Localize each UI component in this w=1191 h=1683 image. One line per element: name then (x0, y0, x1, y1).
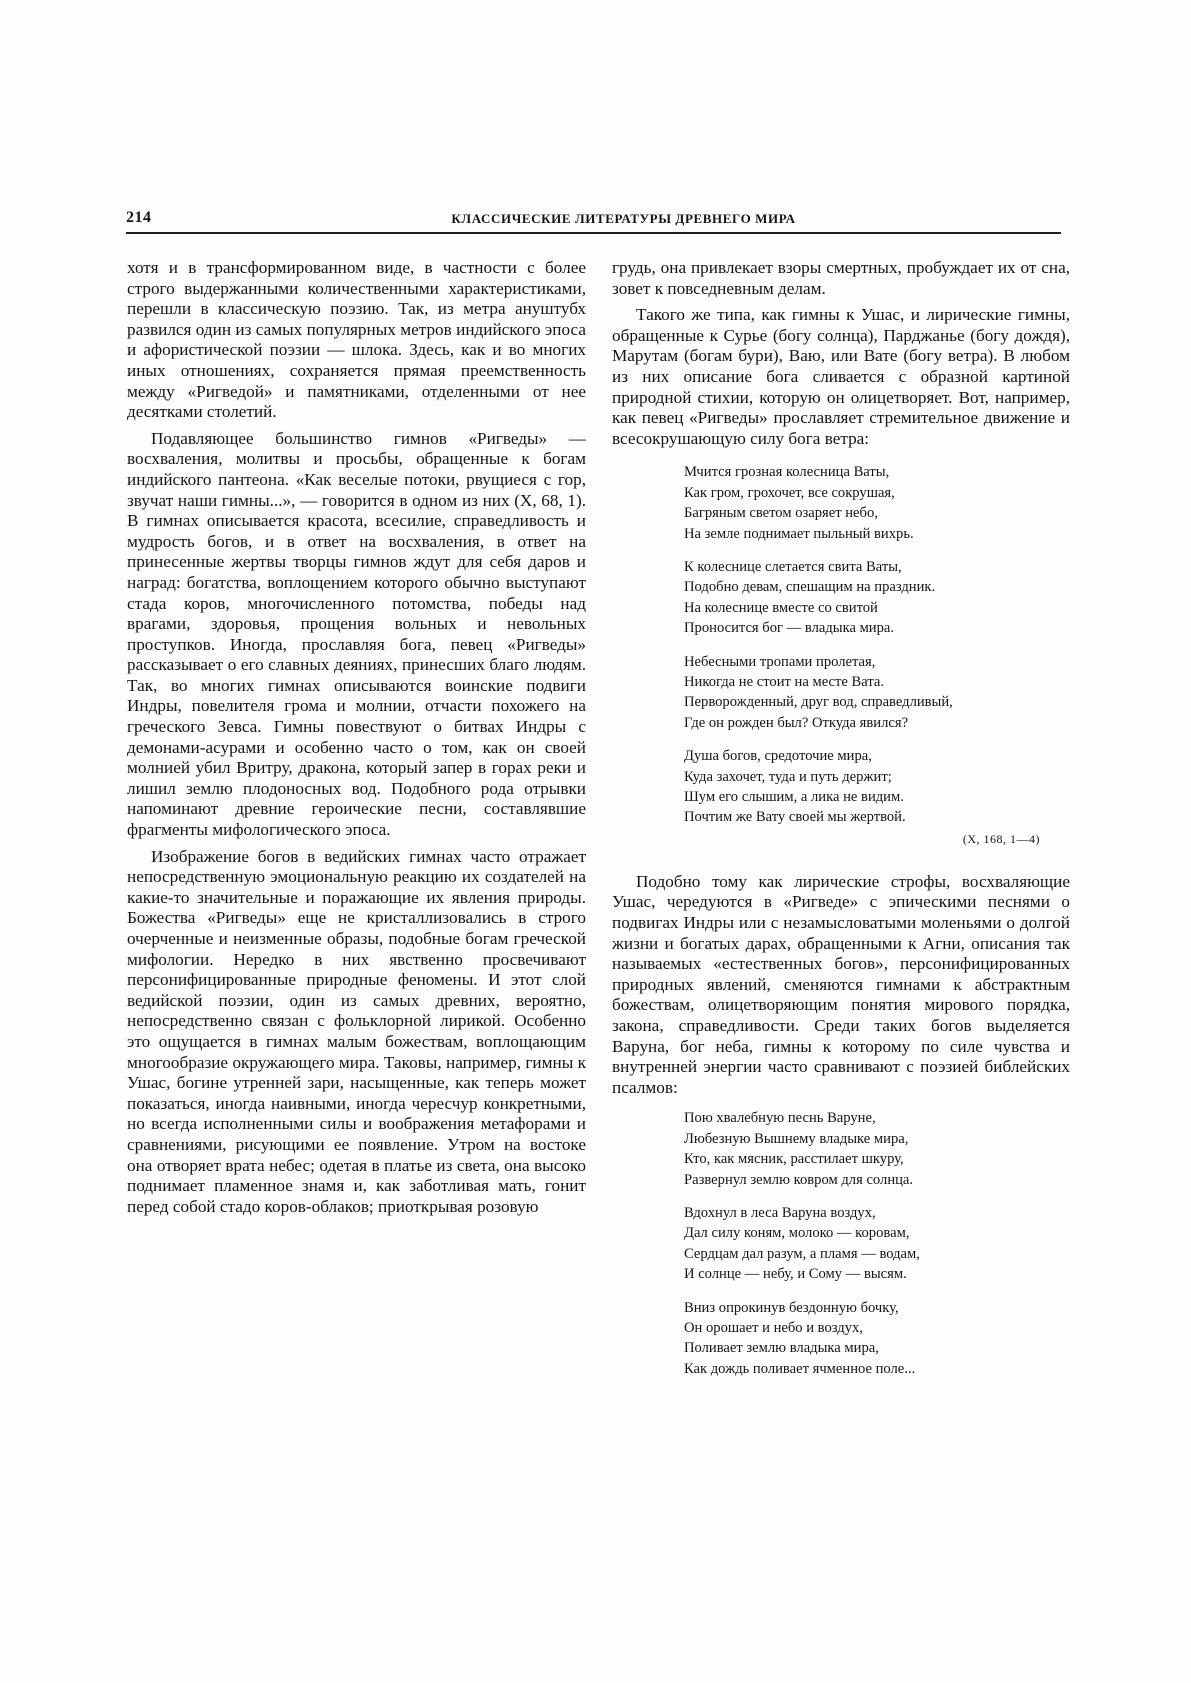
paragraph: Такого же типа, как гимны к Ушас, и лирические гимны, обращенные к Сурье (богу солнца), Парджанье (богу дождя), Марутам (богам бури), Ваю, или Вате (богу ветра). В любом из них описание бога сливается с образной картиной природной стихии, которую он олицетворяет. Вот, например, как певец «Ригведы» прославляет стремительное движение и всесокрушающую силу бога ветра: (612, 305, 1070, 448)
page-number: 214 (126, 209, 152, 226)
verse-line: Куда захочет, туда и путь держит; (684, 768, 892, 785)
stanza (684, 652, 1070, 734)
verse-line: Вниз опрокинув бездонную бочку, (684, 1299, 899, 1316)
verse-line: К колеснице слетается свита Ваты, (684, 558, 902, 575)
verse-line: На колеснице вместе со свитой (684, 599, 878, 616)
paragraph: Изображение богов в ведийских гимнах часто отражает непосредственную эмоциональную реакцию их создателей на какие-то значительные и поражающие их явления природы. Божества «Ригведы» еще не кристаллизовались в строго очерченные и неизменные образы, подобные богам греческой мифологии. Нередко в них явственно просвечивают персонифицированные природные феномены. И этот слой ведийской поэзии, один из самых древних, вероятно, непосредственно связан с фольклорной лирикой. Особенно это ощущается в гимнах малым божествам, воплощающим многообразие окружающего мира. Таковы, например, гимны к Ушас, богине утренней зари, насыщенные, как теперь может показаться, иногда наивными, иногда чересчур конкретными, но всегда исполненными силы и воображения метафорами и сравнениями, рисующими ее появление. Утром на востоке она отворяет врата небес; одетая в платье из света, она высоко поднимает пламенное знамя и, как заботливая мать, гонит перед собой стадо коров-облаков; приоткрывая розовую (127, 846, 586, 1216)
header-rule (126, 232, 1061, 234)
verse-line: Мчится грозная колесница Ваты, (684, 464, 890, 481)
verse-line: На земле поднимает пыльный вихрь. (684, 525, 914, 542)
verse-line: Развернул землю ковром для солнца. (684, 1171, 914, 1188)
running-header (126, 209, 1061, 231)
paragraph: Подобно тому как лирические строфы, восхваляющие Ушас, чередуются в «Ригведе» с эпическими песнями о подвигах Индры или с незамысловатыми моленьями о долгой жизни и богатых дарах, обращенными к Агни, описания так называемых «естественных богов», персонифицированных природных явлений, сменяются гимнами к абстрактным божествам, олицетворяющим понятия мирового порядка, закона, справедливости. Среди таких богов выделяется Варуна, бог неба, гимны к которому по силе чувства и внутренней энергии часто сравнивают с поэзией библейских псалмов: (612, 871, 1070, 1097)
stanza (684, 1298, 1070, 1380)
verse-line: Перворожденный, друг вод, справедливый, (684, 694, 953, 711)
verse-line: Никогда не стоит на месте Вата. (684, 674, 885, 690)
verse-line: Почтим же Вату своей мы жертвой. (684, 809, 906, 826)
stanza (684, 1108, 1070, 1190)
verse-line: Шум его слышим, а лика не видим. (684, 789, 904, 806)
verse-line: Вдохнул в леса Варуна воздух, (684, 1205, 876, 1221)
verse-line: Подобно девам, спешащим на праздник. (684, 579, 936, 596)
stanza (684, 557, 1070, 639)
verse-line: Сердцам дал разум, а пламя — водам, (684, 1245, 920, 1262)
verse-line: Как гром, грохочет, все сокрушая, (684, 484, 895, 501)
verse-line: Он орошает и небо и воздух, (684, 1320, 863, 1337)
verse-line: Проносится бог — владыка мира. (684, 620, 895, 637)
stanza (684, 746, 1070, 828)
verse-line: Где он рожден был? Откуда явился? (684, 714, 909, 731)
verse-line: Кто, как мясник, расстилает шкуру, (684, 1151, 904, 1168)
paragraph: грудь, она привлекает взоры смертных, пробуждает их от сна, зовет к повседневным делам. (612, 258, 1070, 298)
verse-line: Пою хвалебную песнь Варуне, (684, 1110, 876, 1127)
stanza (684, 462, 1070, 544)
verse-line: Небесными тропами пролетая, (684, 653, 876, 670)
left-column (127, 258, 586, 1217)
paragraph: хотя и в трансформированном виде, в частности с более строго выдержанными количественными характеристиками, перешли в классическую поэзию. Так, из метра ануштубх развился один из самых популярных метров индийского эпоса и афористической поэзии — шлока. Здесь, как и во многих иных отношениях, сохраняется прямая преемственность между «Ригведой» и памятниками, отделенными от нее десятками столетий. (127, 258, 586, 422)
verse-line: Душа богов, средоточие мира, (684, 748, 872, 765)
running-title: КЛАССИЧЕСКИЕ ЛИТЕРАТУРЫ ДРЕВНЕГО МИРА (451, 211, 796, 226)
stanza (684, 1203, 1070, 1285)
citation: (X, 168, 1—4) (962, 831, 1040, 846)
poem-varuna (612, 1108, 1070, 1379)
verse-line: Любезную Вышнему владыке мира, (684, 1130, 909, 1147)
verse-line: Как дождь поливает ячменное поле... (684, 1360, 916, 1377)
verse-line: И солнце — небу, и Сому — высям. (684, 1266, 907, 1283)
verse-line: Поливает землю владыка мира, (684, 1340, 879, 1357)
verse-line: Багряным светом озаряет небо, (684, 505, 878, 522)
poem-vata (612, 462, 1070, 846)
verse-line: Дал силу коням, молоко — коровам, (684, 1225, 910, 1242)
right-column (612, 258, 1070, 1392)
paragraph: Подавляющее большинство гимнов «Ригведы» — восхваления, молитвы и просьбы, обращенные к богам индийского пантеона. «Как веселые потоки, рвущиеся с гор, звучат наши гимны...», — говорится в одном из них (X, 68, 1). В гимнах описывается красота, всесилие, справедливость и мудрость богов, и в ответ на восхваления, в ответ на принесенные жертвы творцы гимнов ждут для себя даров и наград: богатства, воплощением которого обычно выступают стада коров, многочисленного потомства, победы над врагами, здоровья, прощения вольных и невольных проступков. Иногда, прославляя бога, певец «Ригведы» рассказывает о его славных деяниях, принесших благо людям. Так, во многих гимнах описываются воинские подвиги Индры, повелителя грома и молнии, отчасти похожего на греческого Зевса. Гимны повествуют о битвах Индры с демонами-асурами и особенно часто о том, как он своей молнией убил Вритру, дракона, который запер в горах реки и лишил землю плодоносных вод. Подобного рода отрывки напоминают древние героические песни, составлявшие фрагменты мифологического эпоса. (127, 428, 586, 840)
